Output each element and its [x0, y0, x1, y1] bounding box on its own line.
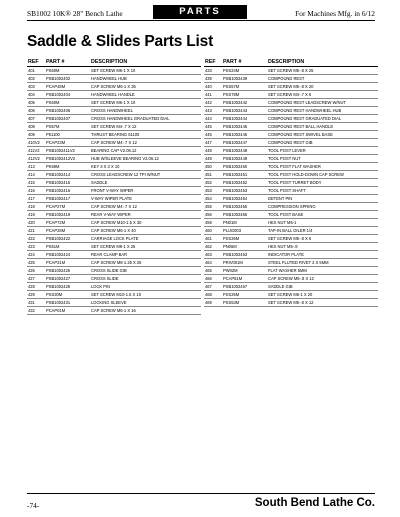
cell-part-number: PSB1002416	[45, 186, 90, 194]
cell-description: CAP SCREW M10-1.5 X 30	[90, 218, 201, 226]
cell-part-number: PSB1002424	[45, 250, 90, 258]
cell-part-number: PW02M	[222, 266, 267, 274]
col-header-part: PART #	[45, 58, 90, 66]
table-header-row	[204, 58, 378, 66]
cell-part-number: PS61M	[45, 242, 90, 250]
table-row	[204, 154, 378, 162]
cell-description: SET SCREW M6-1 X 10	[90, 66, 201, 74]
cell-description: TOOL POST LEVER	[267, 146, 378, 154]
table-row	[204, 226, 378, 234]
cell-description: CROSS SLIDE	[90, 274, 201, 282]
cell-ref: 450	[204, 162, 222, 170]
cell-ref: 431	[27, 298, 45, 306]
cell-description: SET SCREW M4-.7 X 12	[90, 122, 201, 130]
cell-description: CAP SCREW M4-.7 X 12	[90, 202, 201, 210]
cell-ref: 415	[27, 178, 45, 186]
cell-part-number: PCAP31M	[45, 258, 90, 266]
cell-ref: 453	[204, 186, 222, 194]
cell-description: HANDWHEEL HUB	[90, 74, 201, 82]
table-row	[27, 194, 201, 202]
cell-part-number: PSB1002450	[222, 162, 267, 170]
cell-part-number: PSB1002427	[45, 274, 90, 282]
cell-ref: 413	[27, 162, 45, 170]
cell-description: SADDLE GIB	[267, 282, 378, 290]
table-row	[27, 186, 201, 194]
cell-ref: 406	[27, 106, 45, 114]
cell-ref: 421	[27, 226, 45, 234]
cell-part-number: PSB1002439	[222, 74, 267, 82]
cell-part-number: PSB1002449	[222, 154, 267, 162]
table-row	[204, 250, 378, 258]
cell-ref: 464	[204, 258, 222, 266]
table-row	[204, 82, 378, 90]
table-header-row	[27, 58, 201, 66]
cell-description: INDICATOR PLATE	[267, 250, 378, 258]
cell-ref: 463	[204, 250, 222, 258]
cell-ref: 439	[204, 74, 222, 82]
cell-ref: 449	[204, 154, 222, 162]
cell-description: CROSS SLIDE GIB	[90, 266, 201, 274]
table-row	[27, 98, 201, 106]
cell-part-number: PSB1002417	[45, 194, 90, 202]
cell-ref: 414	[27, 170, 45, 178]
table-row	[27, 138, 201, 146]
cell-description: FRONT V-WAY WIPER	[90, 186, 201, 194]
cell-ref: 461	[204, 234, 222, 242]
cell-ref: 422	[27, 234, 45, 242]
table-row	[204, 218, 378, 226]
cell-ref: 427	[27, 274, 45, 282]
table-row	[204, 290, 378, 298]
cell-description: CROSS HANDWHEEL GRADUATED DIAL	[90, 114, 201, 122]
table-row	[204, 106, 378, 114]
cell-ref: 452	[204, 178, 222, 186]
cell-part-number: PSB1002402	[45, 74, 90, 82]
cell-ref: 417	[27, 194, 45, 202]
cell-ref: 410V2	[27, 138, 45, 146]
cell-part-number: PSB1002446	[222, 130, 267, 138]
cell-ref: 451	[204, 170, 222, 178]
cell-part-number: PSB1002444	[222, 114, 267, 122]
header-divider	[27, 20, 375, 21]
cell-part-number: PSB1002414	[45, 170, 90, 178]
table-row	[204, 282, 378, 290]
cell-part-number: PCAP51M	[222, 274, 267, 282]
cell-description: SET SCREW M10-1.5 X 10	[90, 290, 201, 298]
table-row	[27, 106, 201, 114]
cell-description: CARRIAGE LOCK PLATE	[90, 234, 201, 242]
parts-table-left-body	[27, 66, 201, 314]
cell-ref: 446	[204, 130, 222, 138]
cell-ref: 444	[204, 114, 222, 122]
cell-description: HEX NUT M5-.8	[267, 242, 378, 250]
cell-ref: 420	[27, 218, 45, 226]
cell-part-number: PSS25M	[222, 290, 267, 298]
cell-description: KEY 3 X 3 X 10	[90, 162, 201, 170]
cell-description: SET SCREW M6-1 X 20	[267, 290, 378, 298]
table-row	[204, 186, 378, 194]
table-row	[27, 178, 201, 186]
table-row	[204, 258, 378, 266]
cell-part-number: PSS26M	[222, 234, 267, 242]
cell-description: LOCKING SLEEVE	[90, 298, 201, 306]
table-row	[27, 242, 201, 250]
cell-description: COMPRESSION SPRING	[267, 202, 378, 210]
page-title: Saddle & Slides Parts List	[27, 33, 214, 50]
cell-part-number: PSB1002404	[45, 90, 90, 98]
table-row	[27, 162, 201, 170]
table-row	[27, 306, 201, 314]
cell-description: SET SCREW M5-.8 X 20	[267, 82, 378, 90]
cell-part-number: PSB1002407	[45, 114, 90, 122]
table-row	[204, 210, 378, 218]
cell-part-number: PSB1002415	[45, 178, 90, 186]
cell-ref: 407	[27, 114, 45, 122]
cell-ref: 468	[204, 290, 222, 298]
cell-description: TOOL POST NUT	[267, 154, 378, 162]
header-section-tab: PARTS	[153, 5, 247, 19]
cell-description: HUB W/SLEEVE BEARING V2.06.12	[90, 154, 201, 162]
table-row	[204, 298, 378, 306]
cell-ref: 432	[27, 306, 45, 314]
cell-ref: 445	[204, 122, 222, 130]
cell-part-number: PCAP01M	[45, 306, 90, 314]
cell-part-number: PSB1002412V2	[45, 154, 90, 162]
cell-part-number: PCAP27M	[45, 202, 90, 210]
parts-table-right-body	[204, 66, 378, 306]
cell-ref: 408	[27, 122, 45, 130]
table-row	[27, 266, 201, 274]
header-mfg-note: For Machines Mfg. in 6/12	[295, 9, 375, 18]
cell-description: TOOL POST SHAFT	[267, 186, 378, 194]
col-header-part: PART #	[222, 58, 267, 66]
cell-part-number: PSB1002452	[222, 178, 267, 186]
cell-ref: 428	[27, 282, 45, 290]
cell-description: TOOL POST HOLD-DOWN CAP SCREW	[267, 170, 378, 178]
cell-part-number: PSB1002453	[222, 186, 267, 194]
cell-ref: 418	[27, 202, 45, 210]
table-row	[27, 290, 201, 298]
table-row	[27, 202, 201, 210]
cell-part-number: PS60M	[45, 66, 90, 74]
table-row	[27, 258, 201, 266]
cell-part-number: PSB1002451	[222, 170, 267, 178]
cell-part-number: PSS57M	[222, 82, 267, 90]
table-row	[27, 66, 201, 74]
cell-ref: 419	[27, 210, 45, 218]
cell-description: TOOL POST BASE	[267, 210, 378, 218]
table-row	[27, 274, 201, 282]
table-row	[204, 122, 378, 130]
cell-part-number: PSB1002447	[222, 138, 267, 146]
cell-part-number: PCAP48M	[45, 82, 90, 90]
cell-description: CAP SCREW M5-.8 X 12	[267, 274, 378, 282]
cell-part-number: PSB1002456	[222, 210, 267, 218]
cell-ref: 401	[27, 66, 45, 74]
cell-description: SET SCREW M5-.8 X 6	[267, 234, 378, 242]
table-row	[27, 234, 201, 242]
cell-part-number: PSB1002428	[45, 282, 90, 290]
table-row	[204, 162, 378, 170]
cell-description: REAR CLAMP BAR	[90, 250, 201, 258]
cell-part-number: PSB1002426	[45, 266, 90, 274]
cell-ref: 423	[27, 242, 45, 250]
table-row	[27, 218, 201, 226]
cell-part-number: PSB1002445	[222, 122, 267, 130]
table-row	[27, 154, 201, 162]
cell-part-number: PSB1002443	[222, 106, 267, 114]
table-row	[27, 130, 201, 138]
parts-table-left	[27, 58, 201, 315]
cell-description: CAP SCREW M6-1 X 16	[90, 306, 201, 314]
footer-divider	[27, 493, 375, 494]
cell-part-number: PLUG003	[222, 226, 267, 234]
table-row	[204, 194, 378, 202]
cell-part-number: PSS24M	[222, 66, 267, 74]
table-row	[204, 266, 378, 274]
cell-ref: 409	[27, 130, 45, 138]
cell-description: TOOL POST TURRET BODY	[267, 178, 378, 186]
cell-description: HANDWHEEL HANDLE	[90, 90, 201, 98]
cell-description: SET SCREW M5-.8 X 12	[267, 298, 378, 306]
table-row	[204, 170, 378, 178]
cell-part-number: PSB1002422	[45, 234, 90, 242]
cell-ref: 465	[204, 266, 222, 274]
cell-description: THRUST BEARING 51100	[90, 130, 201, 138]
cell-description: SET SCREW M8-1 X 25	[90, 242, 201, 250]
cell-part-number: PRIV001M	[222, 258, 267, 266]
cell-part-number: PSB1002455	[222, 202, 267, 210]
table-row	[204, 66, 378, 74]
cell-ref: 424	[27, 250, 45, 258]
cell-description: COMPOUND REST	[267, 74, 378, 82]
cell-ref: 404	[27, 90, 45, 98]
cell-part-number: PSB1002431	[45, 298, 90, 306]
table-row	[204, 130, 378, 138]
cell-description: SET SCREW M5-.8 X 25	[267, 66, 378, 74]
cell-description: COMPOUND REST SWIVEL BASE	[267, 130, 378, 138]
cell-ref: 433	[204, 66, 222, 74]
cell-part-number: PSB1002454	[222, 194, 267, 202]
cell-description: FLAT WASHER 5MM	[267, 266, 378, 274]
table-row	[27, 146, 201, 154]
cell-part-number: PN06M	[222, 242, 267, 250]
cell-description: CAP SCREW M4-.7 X 12	[90, 138, 201, 146]
cell-description: HEX NUT M6-1	[267, 218, 378, 226]
col-header-description: DESCRIPTION	[90, 58, 201, 66]
table-row	[27, 210, 201, 218]
cell-part-number: PSB1002411V2	[45, 146, 90, 154]
table-row	[27, 250, 201, 258]
cell-part-number: PCAP23M	[45, 138, 90, 146]
cell-description: SADDLE	[90, 178, 201, 186]
cell-ref: 454	[204, 194, 222, 202]
cell-ref: 441	[204, 90, 222, 98]
cell-description: CAP SCREW M6-1 X 40	[90, 226, 201, 234]
cell-ref: 412V2	[27, 154, 45, 162]
cell-part-number: PS57M	[45, 122, 90, 130]
parts-table-right	[204, 58, 378, 307]
cell-ref: 460	[204, 226, 222, 234]
cell-part-number: P51100	[45, 130, 90, 138]
cell-ref: 442	[204, 98, 222, 106]
table-row	[204, 274, 378, 282]
page-number: -74-	[27, 501, 40, 510]
cell-part-number: PSB1002406	[45, 106, 90, 114]
table-row	[27, 282, 201, 290]
cell-description: CROSS HANDWHEEL	[90, 106, 201, 114]
cell-description: COMPOUND REST GIB	[267, 138, 378, 146]
cell-part-number: PCAP28M	[45, 226, 90, 234]
cell-description: REAR V-WAY WIPER	[90, 210, 201, 218]
table-row	[27, 226, 201, 234]
table-row	[27, 170, 201, 178]
cell-description: TOOL POST FLAT WASHER	[267, 162, 378, 170]
table-row	[27, 298, 201, 306]
cell-ref: 459	[204, 218, 222, 226]
cell-part-number: PSB1002448	[222, 146, 267, 154]
cell-description: COMPOUND REST HANDWHEEL HUB	[267, 106, 378, 114]
table-row	[204, 74, 378, 82]
cell-part-number: PCAP72M	[45, 218, 90, 226]
cell-ref: 403	[27, 82, 45, 90]
cell-description: CAP SCREW M8-1.25 X 25	[90, 258, 201, 266]
cell-ref: 411V2	[27, 146, 45, 154]
cell-ref: 443	[204, 106, 222, 114]
cell-ref: 466	[204, 274, 222, 282]
col-header-ref: REF	[27, 58, 45, 66]
col-header-ref: REF	[204, 58, 222, 66]
cell-part-number: PSB1002442	[222, 98, 267, 106]
table-row	[204, 242, 378, 250]
cell-ref: 467	[204, 282, 222, 290]
cell-ref: 426	[27, 266, 45, 274]
cell-description: TAP-IN BALL OILER 1/4	[267, 226, 378, 234]
col-header-description: DESCRIPTION	[267, 58, 378, 66]
cell-ref: 462	[204, 242, 222, 250]
table-row	[204, 234, 378, 242]
cell-ref: 416	[27, 186, 45, 194]
table-row	[204, 114, 378, 122]
cell-ref: 456	[204, 210, 222, 218]
table-row	[204, 138, 378, 146]
cell-ref: 447	[204, 138, 222, 146]
cell-description: SET SCREW M6-1 X 10	[90, 98, 201, 106]
cell-part-number: PSS53M	[222, 298, 267, 306]
cell-ref: 440	[204, 82, 222, 90]
table-row	[27, 74, 201, 82]
brand-name: South Bend Lathe Co.	[254, 497, 375, 509]
cell-description: SET SCREW M4-.7 X 6	[267, 90, 378, 98]
cell-ref: 448	[204, 146, 222, 154]
cell-description: LOCK PIN	[90, 282, 201, 290]
cell-part-number: PN01M	[222, 218, 267, 226]
table-row	[27, 114, 201, 122]
cell-ref: 425	[27, 258, 45, 266]
table-row	[27, 90, 201, 98]
cell-part-number: PSB1002419	[45, 210, 90, 218]
cell-description: CROSS LEADSCREW 12 TPI W/NUT	[90, 170, 201, 178]
cell-description: COMPOUND REST LEADSCREW W/NUT	[267, 98, 378, 106]
cell-ref: 469	[204, 298, 222, 306]
table-row	[27, 122, 201, 130]
table-row	[27, 82, 201, 90]
table-row	[204, 146, 378, 154]
cell-description: BEARING CAP V2.06.12	[90, 146, 201, 154]
table-row	[204, 98, 378, 106]
cell-description: V-WAY WIPER PLATE	[90, 194, 201, 202]
cell-description: STEEL FLUTED RIVET 2 X 5MM	[267, 258, 378, 266]
cell-description: DETENT PIN	[267, 194, 378, 202]
cell-part-number: PK59M	[45, 162, 90, 170]
table-row	[204, 90, 378, 98]
cell-part-number: PSS30M	[45, 290, 90, 298]
cell-part-number: PSS78M	[222, 90, 267, 98]
cell-part-number: PSB1002463	[222, 250, 267, 258]
cell-part-number: PSB1002467	[222, 282, 267, 290]
cell-description: COMPOUND REST BALL HANDLE	[267, 122, 378, 130]
cell-description: CAP SCREW M6-1 X 35	[90, 82, 201, 90]
cell-ref: 455	[204, 202, 222, 210]
cell-ref: 405	[27, 98, 45, 106]
table-row	[204, 178, 378, 186]
cell-description: COMPOUND REST GRADUATED DIAL	[267, 114, 378, 122]
cell-part-number: PS60M	[45, 98, 90, 106]
cell-ref: 429	[27, 290, 45, 298]
header-model: SB1002 10K® 28" Bench Lathe	[27, 9, 123, 18]
table-row	[204, 202, 378, 210]
cell-ref: 402	[27, 74, 45, 82]
